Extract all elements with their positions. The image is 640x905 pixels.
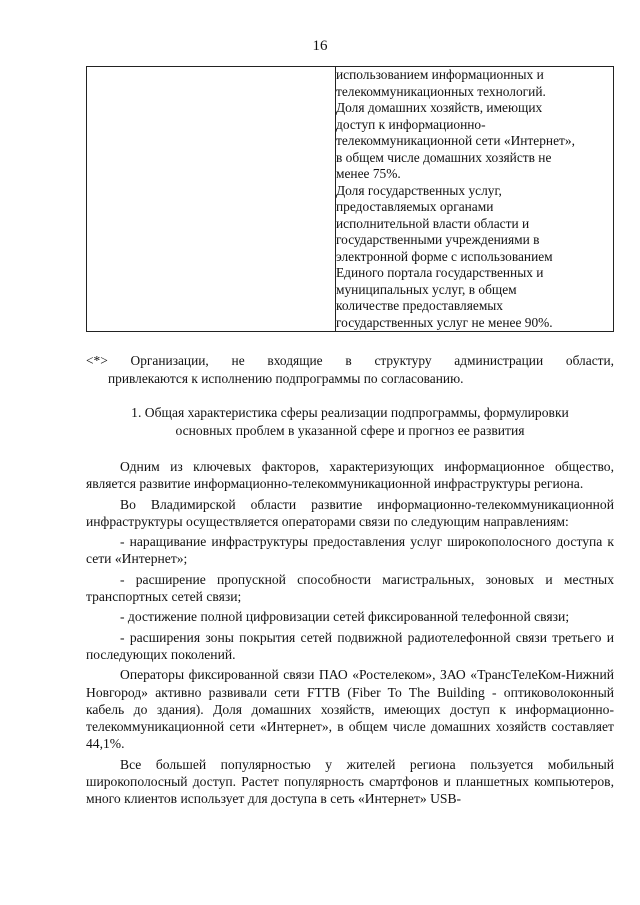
table-cell-indicators [336, 67, 614, 332]
list-item: - наращивание инфраструктуры предоставления услуг широкополосного доступа к сети «Интернет»; [86, 534, 614, 567]
cell-line: предоставляемых органами [336, 199, 494, 214]
cell-line: количестве предоставляемых [336, 298, 504, 313]
cell-line: телекоммуникационной сети «Интернет», [336, 133, 575, 148]
footnote-line: <*> Организации, не входящие в структуру администрации области, [86, 353, 614, 368]
cell-line: Единого портала государственных и [336, 265, 544, 280]
cell-line: муниципальных услуг, в общем [336, 281, 517, 297]
cell-line: электронной форме с использованием [336, 248, 553, 264]
table-cell-empty [87, 67, 336, 332]
cell-line: в общем числе домашних хозяйств не [336, 149, 552, 165]
list-item: - расширения зоны покрытия сетей подвижной радиотелефонной связи третьего и последующих поколений. [86, 629, 614, 662]
paragraph: Во Владимирской области развитие информационно-телекоммуникационной инфраструктуры осуществляется операторами связи по следующим направлениям: [86, 496, 614, 529]
footnote [86, 352, 614, 388]
paragraph: Все большей популярностью у жителей региона пользуется мобильный широкополосный доступ. Растет популярность смартфонов и планшетных компьютеров, много клиентов использует для доступа в сеть «Интернет» USB- [86, 756, 614, 807]
cell-line: доступ к информационно- [336, 116, 486, 132]
list-item: - расширение пропускной способности магистральных, зоновых и местных транспортных сетей связи; [86, 571, 614, 605]
page-number: 16 [312, 38, 328, 54]
paragraph: Операторы фиксированной связи ПАО «Ростелеком», ЗАО «ТрансТелеКом-Нижний Новгород» активно развивали сети FTTB (Fiber To The Building - оптиковолоконный кабель до здания). Доля домашних хозяйств, имеющих доступ к информационно-телекоммуникационной сети «Интернет», в общем числе домашних хозяйств составляет 44,1%. [86, 667, 614, 752]
section-heading-line: 1. Общая характеристика сферы реализации подпрограммы, формулировки [131, 405, 569, 420]
indicators-table-continuation [86, 66, 614, 332]
cell-line: использованием информационных и [336, 67, 544, 82]
cell-line: государственных услуг не менее 90%. [336, 314, 553, 330]
cell-line: менее 75%. [336, 166, 401, 181]
cell-line: государственными учреждениями в [336, 232, 540, 247]
cell-line: телекоммуникационных технологий. [336, 83, 546, 99]
cell-line: Доля государственных услуг, [336, 182, 502, 198]
footnote-line: привлекаются к исполнению подпрограммы по согласованию. [108, 371, 464, 386]
section-heading [90, 404, 610, 440]
section-heading-line: основных проблем в указанной сфере и прогноз ее развития [175, 423, 525, 438]
paragraph: Одним из ключевых факторов, характеризующих информационное общество, является развитие информационно-телекоммуникационной инфраструктуры региона. [86, 459, 614, 492]
cell-line: исполнительной власти области и [336, 215, 530, 231]
list-item: - достижение полной цифровизации сетей фиксированной телефонной связи; [120, 609, 570, 625]
table-row [87, 67, 614, 332]
body-text [86, 458, 614, 811]
cell-line: Доля домашних хозяйств, имеющих [336, 100, 543, 115]
